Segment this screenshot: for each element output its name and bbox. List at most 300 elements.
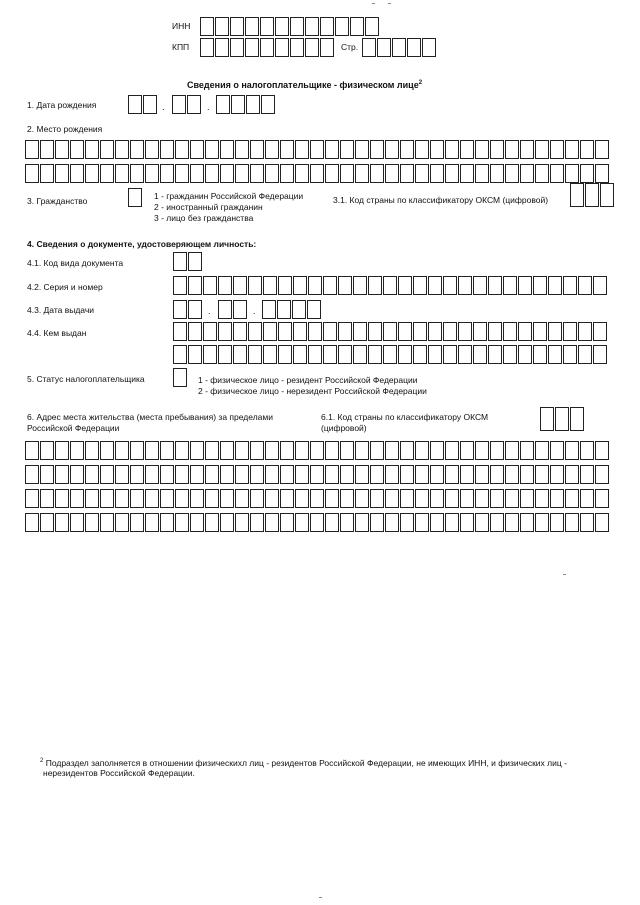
- input-cell[interactable]: [385, 140, 399, 159]
- input-cell[interactable]: [413, 345, 427, 364]
- input-cell[interactable]: [205, 465, 219, 484]
- input-cell[interactable]: [533, 322, 547, 341]
- input-cell[interactable]: [293, 345, 307, 364]
- input-cell[interactable]: [550, 489, 564, 508]
- input-cell[interactable]: [475, 140, 489, 159]
- input-cell[interactable]: [323, 322, 337, 341]
- input-cell[interactable]: [233, 322, 247, 341]
- input-cell[interactable]: [340, 164, 354, 183]
- input-cell[interactable]: [355, 513, 369, 532]
- citizenship-cell[interactable]: [128, 188, 143, 207]
- input-cell[interactable]: [445, 513, 459, 532]
- input-cell[interactable]: [460, 513, 474, 532]
- input-cell[interactable]: [370, 441, 384, 460]
- input-cell[interactable]: [220, 140, 234, 159]
- input-cell[interactable]: [235, 489, 249, 508]
- input-cell[interactable]: [325, 513, 339, 532]
- input-cell[interactable]: [400, 164, 414, 183]
- input-cell[interactable]: [128, 95, 142, 114]
- input-cell[interactable]: [233, 300, 247, 319]
- input-cell[interactable]: [353, 345, 367, 364]
- input-cell[interactable]: [325, 164, 339, 183]
- input-cell[interactable]: [265, 513, 279, 532]
- input-cell[interactable]: [175, 489, 189, 508]
- input-cell[interactable]: [261, 95, 275, 114]
- input-cell[interactable]: [265, 441, 279, 460]
- input-cell[interactable]: [473, 276, 487, 295]
- input-cell[interactable]: [278, 276, 292, 295]
- input-cell[interactable]: [430, 441, 444, 460]
- input-cell[interactable]: [262, 300, 276, 319]
- input-cell[interactable]: [307, 300, 321, 319]
- input-cell[interactable]: [458, 276, 472, 295]
- input-cell[interactable]: [490, 140, 504, 159]
- input-cell[interactable]: [173, 300, 187, 319]
- input-cell[interactable]: [460, 140, 474, 159]
- input-cell[interactable]: [430, 513, 444, 532]
- input-cell[interactable]: [250, 465, 264, 484]
- input-cell[interactable]: [460, 489, 474, 508]
- input-cell[interactable]: [565, 489, 579, 508]
- input-cell[interactable]: [175, 140, 189, 159]
- input-cell[interactable]: [535, 441, 549, 460]
- input-cell[interactable]: [445, 441, 459, 460]
- input-cell[interactable]: [265, 164, 279, 183]
- input-cell[interactable]: [205, 164, 219, 183]
- input-cell[interactable]: [533, 345, 547, 364]
- input-cell[interactable]: [190, 489, 204, 508]
- input-cell[interactable]: [160, 513, 174, 532]
- input-cell[interactable]: [475, 489, 489, 508]
- input-cell[interactable]: [173, 322, 187, 341]
- input-cell[interactable]: [445, 465, 459, 484]
- input-cell[interactable]: [580, 465, 594, 484]
- input-cell[interactable]: [143, 95, 157, 114]
- input-cell[interactable]: [235, 140, 249, 159]
- input-cell[interactable]: [308, 345, 322, 364]
- input-cell[interactable]: [368, 276, 382, 295]
- input-cell[interactable]: [340, 140, 354, 159]
- input-cell[interactable]: [370, 164, 384, 183]
- input-cell[interactable]: [325, 441, 339, 460]
- input-cell[interactable]: [70, 465, 84, 484]
- input-cell[interactable]: [175, 441, 189, 460]
- doc-day-cells[interactable]: [173, 300, 203, 319]
- input-cell[interactable]: [275, 38, 289, 57]
- input-cell[interactable]: [505, 489, 519, 508]
- input-cell[interactable]: [205, 140, 219, 159]
- input-cell[interactable]: [235, 441, 249, 460]
- input-cell[interactable]: [415, 441, 429, 460]
- input-cell[interactable]: [248, 322, 262, 341]
- input-cell[interactable]: [55, 465, 69, 484]
- input-cell[interactable]: [518, 322, 532, 341]
- input-cell[interactable]: [445, 489, 459, 508]
- input-cell[interactable]: [377, 38, 391, 57]
- input-cell[interactable]: [580, 513, 594, 532]
- input-cell[interactable]: [220, 164, 234, 183]
- input-cell[interactable]: [220, 513, 234, 532]
- input-cell[interactable]: [593, 276, 607, 295]
- input-cell[interactable]: [595, 465, 609, 484]
- input-cell[interactable]: [518, 345, 532, 364]
- input-cell[interactable]: [460, 465, 474, 484]
- input-cell[interactable]: [355, 489, 369, 508]
- input-cell[interactable]: [535, 489, 549, 508]
- input-cell[interactable]: [263, 322, 277, 341]
- input-cell[interactable]: [370, 140, 384, 159]
- input-cell[interactable]: [340, 513, 354, 532]
- input-cell[interactable]: [355, 465, 369, 484]
- input-cell[interactable]: [428, 322, 442, 341]
- input-cell[interactable]: [370, 513, 384, 532]
- input-cell[interactable]: [490, 465, 504, 484]
- input-cell[interactable]: [473, 345, 487, 364]
- input-cell[interactable]: [535, 465, 549, 484]
- input-cell[interactable]: [310, 489, 324, 508]
- input-cell[interactable]: [475, 441, 489, 460]
- input-cell[interactable]: [415, 465, 429, 484]
- input-cell[interactable]: [235, 164, 249, 183]
- input-cell[interactable]: [353, 322, 367, 341]
- input-cell[interactable]: [323, 345, 337, 364]
- input-cell[interactable]: [325, 489, 339, 508]
- input-cell[interactable]: [130, 441, 144, 460]
- input-cell[interactable]: [175, 164, 189, 183]
- input-cell[interactable]: [85, 465, 99, 484]
- input-cell[interactable]: [265, 465, 279, 484]
- input-cell[interactable]: [277, 300, 291, 319]
- input-cell[interactable]: [490, 513, 504, 532]
- input-cell[interactable]: [398, 345, 412, 364]
- input-cell[interactable]: [570, 183, 584, 207]
- input-cell[interactable]: [428, 345, 442, 364]
- input-cell[interactable]: [593, 322, 607, 341]
- country-code-cells[interactable]: [570, 183, 615, 207]
- input-cell[interactable]: [355, 140, 369, 159]
- page-cells[interactable]: [362, 38, 437, 57]
- input-cell[interactable]: [518, 276, 532, 295]
- input-cell[interactable]: [473, 322, 487, 341]
- input-cell[interactable]: [280, 513, 294, 532]
- input-cell[interactable]: [260, 38, 274, 57]
- input-cell[interactable]: [190, 140, 204, 159]
- input-cell[interactable]: [415, 489, 429, 508]
- input-cell[interactable]: [275, 17, 289, 36]
- input-cell[interactable]: [246, 95, 260, 114]
- input-cell[interactable]: [565, 513, 579, 532]
- input-cell[interactable]: [310, 140, 324, 159]
- input-cell[interactable]: [173, 276, 187, 295]
- input-cell[interactable]: [280, 164, 294, 183]
- doc-issuer-row-1[interactable]: [173, 322, 608, 341]
- doc-series-cells[interactable]: [173, 276, 608, 295]
- birth-year-cells[interactable]: [216, 95, 276, 114]
- input-cell[interactable]: [488, 322, 502, 341]
- input-cell[interactable]: [233, 345, 247, 364]
- input-cell[interactable]: [443, 276, 457, 295]
- input-cell[interactable]: [325, 140, 339, 159]
- input-cell[interactable]: [570, 407, 584, 431]
- input-cell[interactable]: [563, 345, 577, 364]
- input-cell[interactable]: [305, 17, 319, 36]
- input-cell[interactable]: [340, 465, 354, 484]
- input-cell[interactable]: [548, 276, 562, 295]
- input-cell[interactable]: [445, 140, 459, 159]
- input-cell[interactable]: [175, 465, 189, 484]
- input-cell[interactable]: [370, 465, 384, 484]
- input-cell[interactable]: [505, 164, 519, 183]
- input-cell[interactable]: [415, 513, 429, 532]
- input-cell[interactable]: [323, 276, 337, 295]
- input-cell[interactable]: [400, 441, 414, 460]
- input-cell[interactable]: [550, 140, 564, 159]
- input-cell[interactable]: [430, 140, 444, 159]
- input-cell[interactable]: [490, 489, 504, 508]
- input-cell[interactable]: [203, 322, 217, 341]
- input-cell[interactable]: [25, 164, 39, 183]
- input-cell[interactable]: [400, 140, 414, 159]
- input-cell[interactable]: [190, 513, 204, 532]
- input-cell[interactable]: [115, 441, 129, 460]
- input-cell[interactable]: [145, 465, 159, 484]
- input-cell[interactable]: [540, 407, 554, 431]
- input-cell[interactable]: [445, 164, 459, 183]
- input-cell[interactable]: [280, 489, 294, 508]
- input-cell[interactable]: [245, 38, 259, 57]
- input-cell[interactable]: [160, 441, 174, 460]
- input-cell[interactable]: [205, 441, 219, 460]
- input-cell[interactable]: [535, 164, 549, 183]
- input-cell[interactable]: [578, 345, 592, 364]
- input-cell[interactable]: [115, 164, 129, 183]
- input-cell[interactable]: [245, 17, 259, 36]
- input-cell[interactable]: [187, 95, 201, 114]
- input-cell[interactable]: [595, 489, 609, 508]
- input-cell[interactable]: [385, 465, 399, 484]
- input-cell[interactable]: [400, 465, 414, 484]
- input-cell[interactable]: [263, 276, 277, 295]
- input-cell[interactable]: [385, 489, 399, 508]
- input-cell[interactable]: [340, 441, 354, 460]
- input-cell[interactable]: [100, 489, 114, 508]
- input-cell[interactable]: [220, 465, 234, 484]
- address-row-1[interactable]: [25, 441, 610, 460]
- address-row-2[interactable]: [25, 465, 610, 484]
- input-cell[interactable]: [220, 441, 234, 460]
- input-cell[interactable]: [231, 95, 245, 114]
- input-cell[interactable]: [578, 322, 592, 341]
- input-cell[interactable]: [188, 252, 202, 271]
- input-cell[interactable]: [293, 322, 307, 341]
- input-cell[interactable]: [520, 489, 534, 508]
- input-cell[interactable]: [293, 276, 307, 295]
- input-cell[interactable]: [385, 513, 399, 532]
- input-cell[interactable]: [233, 276, 247, 295]
- input-cell[interactable]: [188, 300, 202, 319]
- input-cell[interactable]: [458, 322, 472, 341]
- input-cell[interactable]: [520, 465, 534, 484]
- input-cell[interactable]: [362, 38, 376, 57]
- input-cell[interactable]: [40, 465, 54, 484]
- input-cell[interactable]: [280, 465, 294, 484]
- input-cell[interactable]: [565, 164, 579, 183]
- input-cell[interactable]: [145, 513, 159, 532]
- input-cell[interactable]: [115, 465, 129, 484]
- input-cell[interactable]: [415, 140, 429, 159]
- input-cell[interactable]: [100, 164, 114, 183]
- input-cell[interactable]: [503, 322, 517, 341]
- input-cell[interactable]: [130, 164, 144, 183]
- doc-issuer-row-2[interactable]: [173, 345, 608, 364]
- input-cell[interactable]: [190, 164, 204, 183]
- input-cell[interactable]: [548, 322, 562, 341]
- input-cell[interactable]: [70, 164, 84, 183]
- input-cell[interactable]: [290, 38, 304, 57]
- input-cell[interactable]: [265, 140, 279, 159]
- input-cell[interactable]: [325, 465, 339, 484]
- input-cell[interactable]: [85, 441, 99, 460]
- input-cell[interactable]: [218, 345, 232, 364]
- input-cell[interactable]: [220, 489, 234, 508]
- input-cell[interactable]: [265, 489, 279, 508]
- input-cell[interactable]: [422, 38, 436, 57]
- input-cell[interactable]: [520, 441, 534, 460]
- input-cell[interactable]: [173, 345, 187, 364]
- input-cell[interactable]: [128, 188, 142, 207]
- input-cell[interactable]: [235, 513, 249, 532]
- input-cell[interactable]: [248, 276, 262, 295]
- input-cell[interactable]: [310, 164, 324, 183]
- input-cell[interactable]: [160, 140, 174, 159]
- input-cell[interactable]: [320, 38, 334, 57]
- input-cell[interactable]: [278, 345, 292, 364]
- input-cell[interactable]: [55, 489, 69, 508]
- input-cell[interactable]: [443, 345, 457, 364]
- input-cell[interactable]: [430, 489, 444, 508]
- input-cell[interactable]: [70, 441, 84, 460]
- input-cell[interactable]: [392, 38, 406, 57]
- input-cell[interactable]: [200, 17, 214, 36]
- input-cell[interactable]: [70, 489, 84, 508]
- inn-cells[interactable]: [200, 17, 380, 36]
- input-cell[interactable]: [305, 38, 319, 57]
- input-cell[interactable]: [430, 465, 444, 484]
- input-cell[interactable]: [263, 345, 277, 364]
- input-cell[interactable]: [475, 164, 489, 183]
- input-cell[interactable]: [200, 38, 214, 57]
- input-cell[interactable]: [85, 140, 99, 159]
- input-cell[interactable]: [505, 465, 519, 484]
- input-cell[interactable]: [130, 513, 144, 532]
- input-cell[interactable]: [490, 164, 504, 183]
- input-cell[interactable]: [250, 140, 264, 159]
- input-cell[interactable]: [488, 276, 502, 295]
- addr-country-cells[interactable]: [540, 407, 585, 431]
- input-cell[interactable]: [600, 183, 614, 207]
- input-cell[interactable]: [310, 513, 324, 532]
- address-row-3[interactable]: [25, 489, 610, 508]
- input-cell[interactable]: [355, 441, 369, 460]
- input-cell[interactable]: [505, 513, 519, 532]
- input-cell[interactable]: [428, 276, 442, 295]
- input-cell[interactable]: [235, 465, 249, 484]
- input-cell[interactable]: [460, 164, 474, 183]
- input-cell[interactable]: [550, 441, 564, 460]
- input-cell[interactable]: [25, 140, 39, 159]
- input-cell[interactable]: [216, 95, 230, 114]
- input-cell[interactable]: [55, 140, 69, 159]
- birth-month-cells[interactable]: [172, 95, 202, 114]
- input-cell[interactable]: [40, 513, 54, 532]
- input-cell[interactable]: [338, 345, 352, 364]
- input-cell[interactable]: [230, 17, 244, 36]
- birth-day-cells[interactable]: [128, 95, 158, 114]
- input-cell[interactable]: [130, 140, 144, 159]
- birth-place-row-2[interactable]: [25, 164, 610, 183]
- input-cell[interactable]: [100, 441, 114, 460]
- input-cell[interactable]: [383, 276, 397, 295]
- input-cell[interactable]: [580, 489, 594, 508]
- input-cell[interactable]: [100, 513, 114, 532]
- input-cell[interactable]: [295, 140, 309, 159]
- input-cell[interactable]: [565, 465, 579, 484]
- input-cell[interactable]: [475, 465, 489, 484]
- input-cell[interactable]: [175, 513, 189, 532]
- input-cell[interactable]: [488, 345, 502, 364]
- input-cell[interactable]: [370, 489, 384, 508]
- input-cell[interactable]: [295, 441, 309, 460]
- input-cell[interactable]: [443, 322, 457, 341]
- input-cell[interactable]: [40, 441, 54, 460]
- input-cell[interactable]: [458, 345, 472, 364]
- input-cell[interactable]: [565, 140, 579, 159]
- input-cell[interactable]: [160, 489, 174, 508]
- input-cell[interactable]: [145, 164, 159, 183]
- input-cell[interactable]: [368, 322, 382, 341]
- input-cell[interactable]: [400, 489, 414, 508]
- input-cell[interactable]: [295, 513, 309, 532]
- input-cell[interactable]: [260, 17, 274, 36]
- input-cell[interactable]: [355, 164, 369, 183]
- input-cell[interactable]: [25, 465, 39, 484]
- input-cell[interactable]: [368, 345, 382, 364]
- input-cell[interactable]: [115, 140, 129, 159]
- input-cell[interactable]: [145, 441, 159, 460]
- input-cell[interactable]: [188, 276, 202, 295]
- input-cell[interactable]: [580, 164, 594, 183]
- input-cell[interactable]: [248, 345, 262, 364]
- input-cell[interactable]: [85, 489, 99, 508]
- input-cell[interactable]: [25, 441, 39, 460]
- input-cell[interactable]: [130, 489, 144, 508]
- kpp-cells[interactable]: [200, 38, 335, 57]
- input-cell[interactable]: [430, 164, 444, 183]
- input-cell[interactable]: [365, 17, 379, 36]
- input-cell[interactable]: [290, 17, 304, 36]
- input-cell[interactable]: [218, 276, 232, 295]
- input-cell[interactable]: [55, 513, 69, 532]
- input-cell[interactable]: [70, 513, 84, 532]
- input-cell[interactable]: [565, 441, 579, 460]
- input-cell[interactable]: [173, 252, 187, 271]
- input-cell[interactable]: [520, 513, 534, 532]
- input-cell[interactable]: [115, 513, 129, 532]
- input-cell[interactable]: [520, 164, 534, 183]
- input-cell[interactable]: [203, 276, 217, 295]
- input-cell[interactable]: [383, 345, 397, 364]
- input-cell[interactable]: [338, 322, 352, 341]
